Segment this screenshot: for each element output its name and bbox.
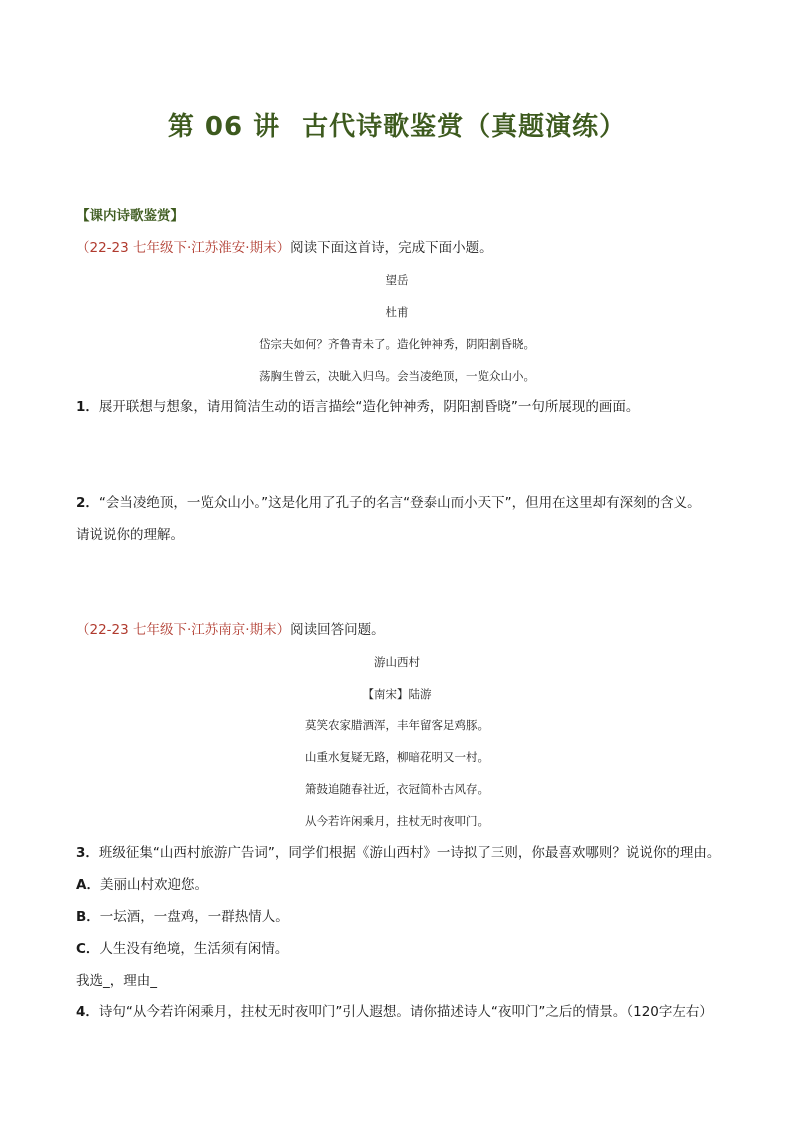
- question-2-number: 2．: [76, 495, 99, 511]
- poem1-title: 望岳: [385, 273, 409, 287]
- question-3-text: 班级征集“山西村旅游广告词”，同学们根据《游山西村》一诗拟了三则，你最喜欢哪则？说说你的理由。: [98, 845, 721, 861]
- page-title: [0, 106, 794, 143]
- passage2-instruction: 阅读回答问题。: [290, 622, 385, 638]
- option-label: C．: [76, 941, 100, 957]
- question-2-text: “会当凌绝顶，一览众山小。”这是化用了孔子的名言“登泰山而小天下”，但用在这里却有深刻的含义。: [98, 495, 701, 511]
- question-1-number: 1．: [76, 399, 99, 415]
- question-2-cont: 请说说你的理解。: [76, 527, 184, 543]
- option-text: 人生没有绝境，生活须有闲情。: [99, 941, 289, 957]
- passage1-source: （22-23 七年级下·江苏淮安·期末）: [76, 240, 291, 256]
- poem2-line: 山重水复疑无路，柳暗花明又一村。: [305, 750, 489, 764]
- poem2-line: 箫鼓追随春社近，衣冠简朴古风存。: [305, 782, 489, 796]
- question-3-number: 3．: [76, 845, 99, 861]
- question-3-option-b: [76, 907, 289, 927]
- question-4-text: 诗句“从今若许闲乘月，拄杖无时夜叩门”引人遐想。请你描述诗人“夜叩门”之后的情景。（120字左右）: [98, 1004, 713, 1020]
- title-lesson: 第 06 讲: [167, 112, 281, 142]
- question-4-number: 4．: [76, 1004, 99, 1020]
- passage1-intro: [76, 238, 493, 258]
- question-1-text: 展开联想与想象，请用简洁生动的语言描绘“造化钟神秀，阴阳割昏晓”一句所展现的画面。: [98, 399, 640, 415]
- passage2-source: （22-23 七年级下·江苏南京·期末）: [76, 622, 291, 638]
- title-topic: 古代诗歌鉴赏（真题演练）: [302, 112, 627, 142]
- poem1-line: 荡胸生曾云，决眦入归鸟。会当凌绝顶，一览众山小。: [259, 369, 535, 383]
- question-3-answer-line: 我选_，理由_: [76, 973, 157, 989]
- poem2-author: 【南宋】陆游: [362, 687, 432, 701]
- question-1: [76, 397, 639, 417]
- passage2-intro: [76, 620, 385, 640]
- question-3-option-a: [76, 875, 208, 895]
- section-heading: 【课内诗歌鉴赏】: [76, 208, 184, 224]
- question-3-option-c: [76, 939, 288, 959]
- option-text: 一坛酒，一盘鸡，一群热情人。: [99, 909, 289, 925]
- passage1-instruction: 阅读下面这首诗，完成下面小题。: [290, 240, 493, 256]
- poem2-line: 从今若许闲乘月，拄杖无时夜叩门。: [305, 814, 489, 828]
- option-text: 美丽山村欢迎您。: [99, 877, 208, 893]
- question-3: [76, 843, 720, 863]
- poem2-title: 游山西村: [374, 655, 420, 669]
- poem1-line: 岱宗夫如何？齐鲁青未了。造化钟神秀，阴阳割昏晓。: [259, 337, 535, 351]
- poem2-line: 莫笑农家腊酒浑，丰年留客足鸡豚。: [305, 718, 489, 732]
- poem1-author: 杜甫: [385, 305, 409, 319]
- option-label: A．: [76, 877, 100, 893]
- option-label: B．: [76, 909, 100, 925]
- question-2: [76, 493, 701, 513]
- question-4: [76, 1002, 713, 1022]
